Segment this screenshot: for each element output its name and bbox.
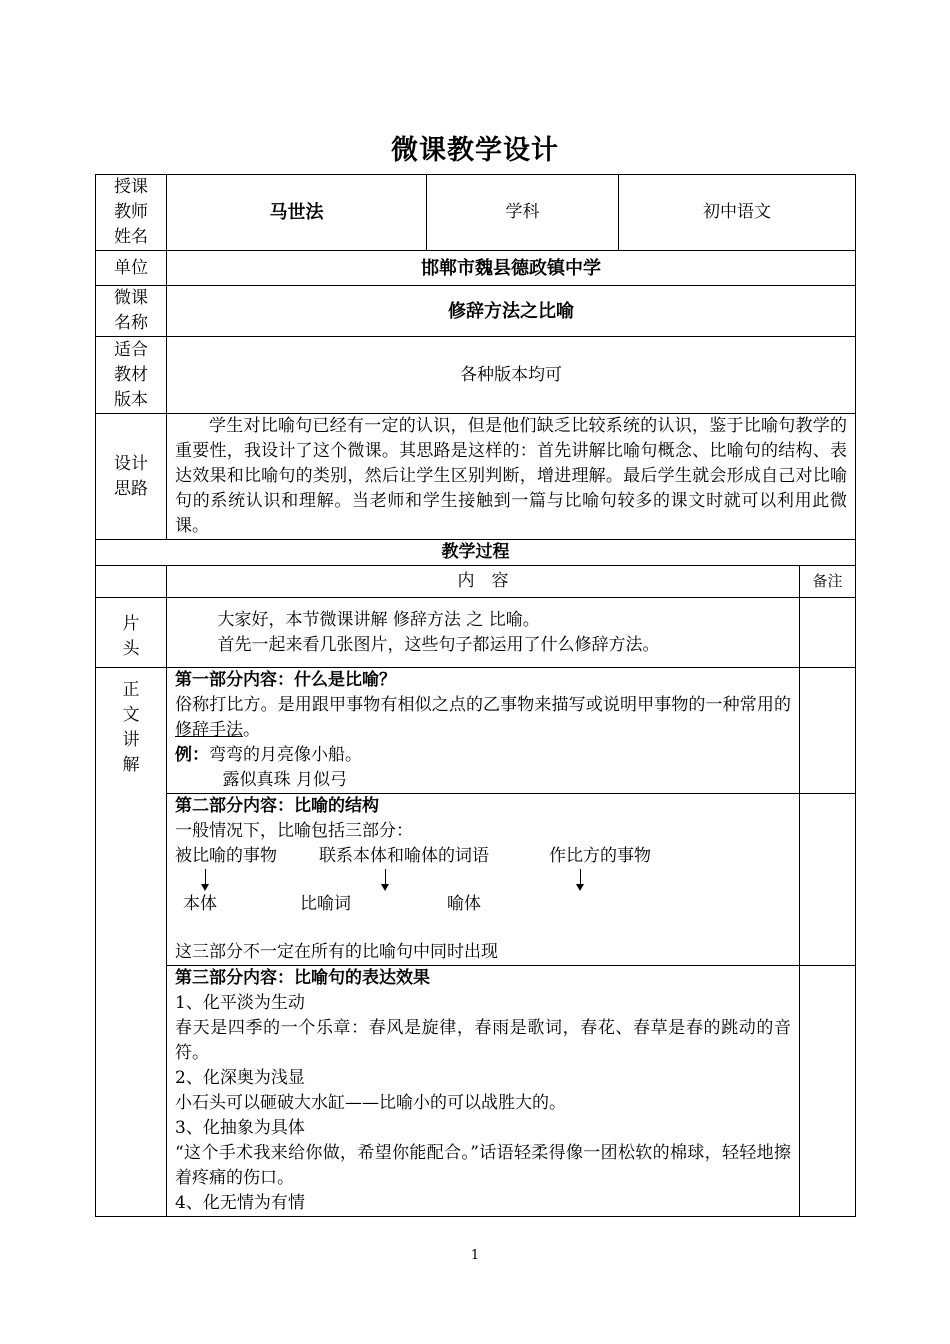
part1-example-2: 露似真珠 月似弓	[222, 770, 347, 790]
arrow-down-icon	[580, 869, 581, 885]
structure-top-1: 被比喻的事物	[175, 846, 277, 866]
part3-item-1: 1、化平淡为生动	[175, 993, 305, 1013]
content-header: 内 容	[167, 566, 800, 598]
rhetoric-link[interactable]: 修辞手法	[175, 720, 243, 740]
empty-cell	[96, 566, 167, 598]
remark-header: 备注	[800, 566, 856, 598]
structure-top-2: 联系本体和喻体的词语	[319, 846, 489, 866]
subject-value: 初中语文	[619, 175, 856, 251]
part2-heading: 第二部分内容：比喻的结构	[175, 796, 379, 816]
part3-item-3-text: “这个手术我来给你做，希望你能配合。”话语轻柔得像一团松软的棉球，轻轻地擦着疼痛的伤口。	[175, 1143, 791, 1188]
intro-label: 片头	[96, 598, 167, 668]
part1-content	[167, 668, 800, 794]
part2-intro: 一般情况下，比喻包括三部分：	[175, 821, 413, 841]
teacher-name: 马世法	[167, 175, 427, 251]
structure-bottom-2: 比喻词	[300, 894, 351, 914]
structure-bottom-1: 本体	[183, 894, 217, 914]
part3-heading: 第三部分内容：比喻句的表达效果	[175, 968, 430, 988]
structure-diagram	[175, 844, 791, 920]
part3-item-4: 4、化无情为有情	[175, 1193, 305, 1213]
intro-line-2: 首先一起来看几张图片，这些句子都运用了什么修辞方法。	[217, 634, 660, 655]
arrow-down-icon	[385, 869, 386, 885]
intro-content	[167, 598, 800, 668]
course-value: 修辞方法之比喻	[167, 286, 856, 337]
unit-label: 单位	[96, 251, 167, 286]
main-label: 正文讲解	[96, 668, 167, 1217]
part3-item-2: 2、化深奥为浅显	[175, 1068, 305, 1088]
process-heading: 教学过程	[96, 540, 856, 566]
unit-value: 邯郸市魏县德政镇中学	[167, 251, 856, 286]
intro-line-1: 大家好，本节微课讲解 修辞方法 之 比喻。	[217, 609, 540, 630]
part2-content	[167, 794, 800, 966]
arrow-down-icon	[205, 869, 206, 885]
subject-label: 学科	[427, 175, 619, 251]
part1-example: 例：弯弯的月亮像小船。	[175, 745, 362, 765]
intro-remark	[800, 598, 856, 668]
part3-remark	[800, 966, 856, 1217]
part1-remark	[800, 668, 856, 794]
edition-label: 适合教材版本	[96, 337, 167, 414]
teacher-label: 授课教师姓名	[96, 175, 167, 251]
lesson-design-table	[95, 174, 856, 1217]
part1-heading: 第一部分内容：什么是比喻？	[175, 670, 396, 690]
part2-note: 这三部分不一定在所有的比喻句中同时出现	[175, 942, 498, 962]
part3-item-2-text: 小石头可以砸破大水缸——比喻小的可以战胜大的。	[175, 1093, 566, 1113]
part2-remark	[800, 794, 856, 966]
part3-item-3: 3、化抽象为具体	[175, 1118, 305, 1138]
design-text: 学生对比喻句已经有一定的认识，但是他们缺乏比较系统的认识，鉴于比喻句教学的重要性，我设计了这个微课。其思路是这样的：首先讲解比喻句概念、比喻句的结构、表达效果和比喻句的类别，然后让学生区别判断，增进理解。最后学生就会形成自己对比喻句的系统认识和理解。当老师和学生接触到一篇与比喻句较多的课文时就可以利用此微课。	[167, 414, 856, 540]
part3-content	[167, 966, 800, 1217]
structure-bottom-3: 喻体	[447, 894, 481, 914]
document-title: 微课教学设计	[391, 135, 559, 166]
structure-top-3: 作比方的事物	[549, 846, 651, 866]
part1-definition: 俗称打比方。是用跟甲事物有相似之点的乙事物来描写或说明甲事物的一种常用的修辞手法。	[175, 695, 791, 740]
course-label: 微课名称	[96, 286, 167, 337]
part3-item-1-text: 春天是四季的一个乐章：春风是旋律，春雨是歌词，春花、春草是春的跳动的音符。	[175, 1018, 791, 1063]
page-number: 1	[470, 1248, 480, 1263]
edition-value: 各种版本均可	[167, 337, 856, 414]
design-label: 设计思路	[96, 414, 167, 540]
